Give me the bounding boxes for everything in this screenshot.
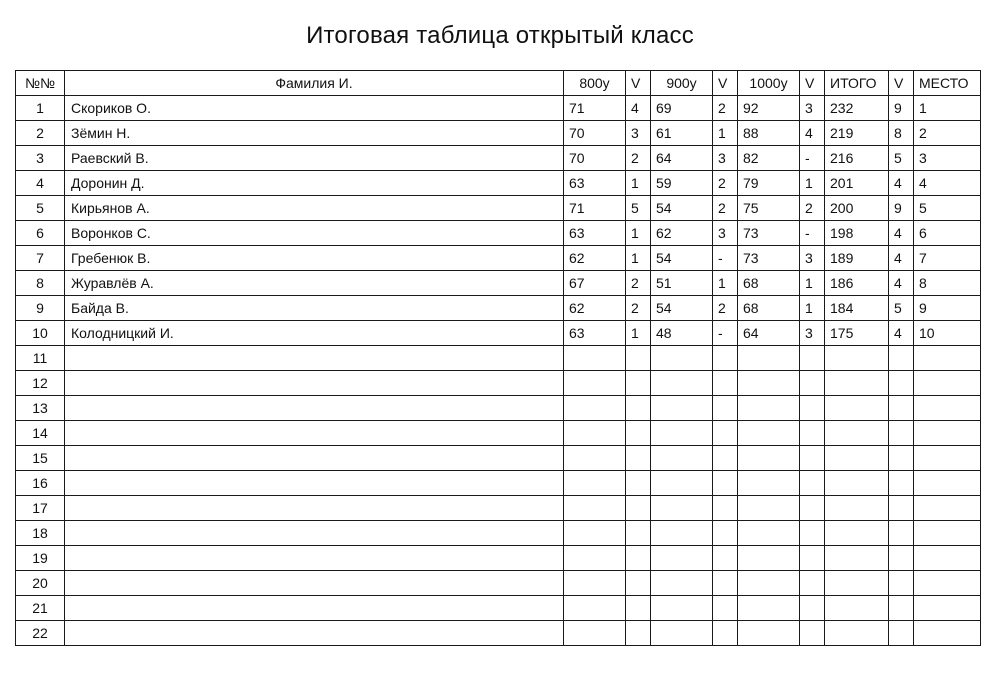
cell-v1: 1 bbox=[626, 246, 651, 271]
cell-name: Журавлёв А. bbox=[65, 271, 564, 296]
cell-name bbox=[65, 471, 564, 496]
cell-800y bbox=[564, 346, 626, 371]
cell-v2 bbox=[713, 421, 738, 446]
cell-v-total bbox=[889, 396, 914, 421]
cell-v1: 2 bbox=[626, 146, 651, 171]
cell-v2 bbox=[713, 446, 738, 471]
cell-v-total bbox=[889, 546, 914, 571]
cell-name: Доронин Д. bbox=[65, 171, 564, 196]
cell-place bbox=[914, 421, 981, 446]
table-row bbox=[16, 96, 981, 121]
cell-800y bbox=[564, 621, 626, 646]
cell-total bbox=[825, 446, 889, 471]
cell-v1 bbox=[626, 471, 651, 496]
cell-1000y: 75 bbox=[738, 196, 800, 221]
table-row bbox=[16, 271, 981, 296]
cell-900y bbox=[651, 496, 713, 521]
cell-v1: 5 bbox=[626, 196, 651, 221]
table-row bbox=[16, 521, 981, 546]
cell-v1 bbox=[626, 571, 651, 596]
cell-total: 186 bbox=[825, 271, 889, 296]
cell-v3: 3 bbox=[800, 96, 825, 121]
cell-v2: 2 bbox=[713, 96, 738, 121]
cell-1000y: 79 bbox=[738, 171, 800, 196]
cell-v1: 1 bbox=[626, 321, 651, 346]
cell-number: 6 bbox=[16, 221, 65, 246]
header-row bbox=[16, 71, 981, 96]
cell-v-total bbox=[889, 571, 914, 596]
cell-name: Раевский В. bbox=[65, 146, 564, 171]
table-row bbox=[16, 221, 981, 246]
header-number: №№ bbox=[16, 71, 65, 96]
cell-number: 22 bbox=[16, 621, 65, 646]
cell-name bbox=[65, 596, 564, 621]
cell-1000y bbox=[738, 571, 800, 596]
cell-v2: - bbox=[713, 321, 738, 346]
header-v1: V bbox=[626, 71, 651, 96]
cell-v3 bbox=[800, 346, 825, 371]
cell-v3 bbox=[800, 446, 825, 471]
cell-number: 15 bbox=[16, 446, 65, 471]
cell-v3: 3 bbox=[800, 246, 825, 271]
cell-800y bbox=[564, 546, 626, 571]
table-row bbox=[16, 446, 981, 471]
cell-800y bbox=[564, 371, 626, 396]
cell-place bbox=[914, 446, 981, 471]
cell-name bbox=[65, 521, 564, 546]
cell-900y bbox=[651, 446, 713, 471]
cell-name bbox=[65, 446, 564, 471]
cell-v-total bbox=[889, 371, 914, 396]
cell-900y bbox=[651, 521, 713, 546]
cell-name: Кирьянов А. bbox=[65, 196, 564, 221]
cell-v-total: 4 bbox=[889, 171, 914, 196]
cell-name: Зёмин Н. bbox=[65, 121, 564, 146]
cell-v1: 4 bbox=[626, 96, 651, 121]
cell-v1 bbox=[626, 446, 651, 471]
cell-v3: 4 bbox=[800, 121, 825, 146]
cell-v2 bbox=[713, 396, 738, 421]
cell-v-total: 9 bbox=[889, 96, 914, 121]
cell-900y bbox=[651, 396, 713, 421]
cell-1000y bbox=[738, 471, 800, 496]
cell-800y: 67 bbox=[564, 271, 626, 296]
cell-place bbox=[914, 471, 981, 496]
cell-800y: 62 bbox=[564, 246, 626, 271]
cell-place bbox=[914, 521, 981, 546]
cell-v3: 3 bbox=[800, 321, 825, 346]
cell-number: 21 bbox=[16, 596, 65, 621]
cell-900y: 54 bbox=[651, 246, 713, 271]
cell-v-total: 9 bbox=[889, 196, 914, 221]
cell-v1 bbox=[626, 596, 651, 621]
cell-v1 bbox=[626, 521, 651, 546]
header-900y: 900у bbox=[651, 71, 713, 96]
cell-number: 18 bbox=[16, 521, 65, 546]
table-row bbox=[16, 596, 981, 621]
header-place: МЕСТО bbox=[914, 71, 981, 96]
cell-900y bbox=[651, 571, 713, 596]
cell-v3 bbox=[800, 546, 825, 571]
cell-800y bbox=[564, 421, 626, 446]
cell-1000y bbox=[738, 521, 800, 546]
cell-v3: 1 bbox=[800, 171, 825, 196]
cell-1000y: 68 bbox=[738, 296, 800, 321]
cell-v3 bbox=[800, 396, 825, 421]
cell-number: 5 bbox=[16, 196, 65, 221]
cell-v1: 3 bbox=[626, 121, 651, 146]
cell-900y bbox=[651, 471, 713, 496]
cell-1000y bbox=[738, 396, 800, 421]
cell-place: 5 bbox=[914, 196, 981, 221]
cell-total: 189 bbox=[825, 246, 889, 271]
cell-number: 8 bbox=[16, 271, 65, 296]
cell-900y: 54 bbox=[651, 196, 713, 221]
cell-1000y bbox=[738, 496, 800, 521]
cell-place bbox=[914, 596, 981, 621]
cell-900y bbox=[651, 346, 713, 371]
cell-v2: 2 bbox=[713, 196, 738, 221]
cell-900y: 61 bbox=[651, 121, 713, 146]
cell-v2: 2 bbox=[713, 171, 738, 196]
table-row bbox=[16, 471, 981, 496]
table-row bbox=[16, 246, 981, 271]
table-header bbox=[16, 71, 981, 96]
cell-name bbox=[65, 346, 564, 371]
cell-number: 19 bbox=[16, 546, 65, 571]
cell-name bbox=[65, 421, 564, 446]
table-row bbox=[16, 571, 981, 596]
cell-place bbox=[914, 396, 981, 421]
cell-v1: 1 bbox=[626, 171, 651, 196]
cell-place bbox=[914, 496, 981, 521]
header-v2: V bbox=[713, 71, 738, 96]
cell-total bbox=[825, 596, 889, 621]
cell-v-total bbox=[889, 496, 914, 521]
cell-900y: 69 bbox=[651, 96, 713, 121]
cell-v1 bbox=[626, 396, 651, 421]
cell-number: 7 bbox=[16, 246, 65, 271]
cell-800y: 63 bbox=[564, 221, 626, 246]
cell-v-total bbox=[889, 471, 914, 496]
cell-900y: 51 bbox=[651, 271, 713, 296]
cell-v1: 2 bbox=[626, 271, 651, 296]
cell-place: 1 bbox=[914, 96, 981, 121]
cell-v-total bbox=[889, 521, 914, 546]
cell-v2: 2 bbox=[713, 296, 738, 321]
cell-place bbox=[914, 371, 981, 396]
cell-place bbox=[914, 621, 981, 646]
cell-800y bbox=[564, 496, 626, 521]
table-row bbox=[16, 296, 981, 321]
cell-v1 bbox=[626, 621, 651, 646]
cell-total bbox=[825, 571, 889, 596]
cell-v2: - bbox=[713, 246, 738, 271]
cell-name: Гребенюк В. bbox=[65, 246, 564, 271]
cell-v2 bbox=[713, 571, 738, 596]
table-row bbox=[16, 396, 981, 421]
cell-900y: 54 bbox=[651, 296, 713, 321]
cell-place bbox=[914, 571, 981, 596]
cell-number: 3 bbox=[16, 146, 65, 171]
cell-1000y: 68 bbox=[738, 271, 800, 296]
cell-v3: - bbox=[800, 221, 825, 246]
cell-v3: 2 bbox=[800, 196, 825, 221]
cell-800y bbox=[564, 571, 626, 596]
cell-number: 10 bbox=[16, 321, 65, 346]
table-row bbox=[16, 546, 981, 571]
cell-v3: 1 bbox=[800, 271, 825, 296]
cell-800y: 71 bbox=[564, 196, 626, 221]
document-title: Итоговая таблица открытый класс bbox=[306, 22, 694, 49]
cell-1000y bbox=[738, 546, 800, 571]
table-row bbox=[16, 496, 981, 521]
cell-name: Байда В. bbox=[65, 296, 564, 321]
cell-number: 9 bbox=[16, 296, 65, 321]
cell-name: Скориков О. bbox=[65, 96, 564, 121]
cell-v-total: 4 bbox=[889, 321, 914, 346]
cell-place: 8 bbox=[914, 271, 981, 296]
cell-900y bbox=[651, 546, 713, 571]
cell-total bbox=[825, 371, 889, 396]
cell-800y bbox=[564, 446, 626, 471]
cell-total: 175 bbox=[825, 321, 889, 346]
cell-1000y bbox=[738, 371, 800, 396]
table-row bbox=[16, 121, 981, 146]
cell-total bbox=[825, 621, 889, 646]
cell-total: 198 bbox=[825, 221, 889, 246]
cell-1000y bbox=[738, 421, 800, 446]
cell-v-total bbox=[889, 596, 914, 621]
cell-v-total bbox=[889, 346, 914, 371]
cell-name bbox=[65, 571, 564, 596]
cell-v1: 1 bbox=[626, 221, 651, 246]
cell-v-total: 4 bbox=[889, 271, 914, 296]
cell-place: 2 bbox=[914, 121, 981, 146]
cell-place bbox=[914, 546, 981, 571]
cell-v2: 3 bbox=[713, 221, 738, 246]
cell-v3 bbox=[800, 421, 825, 446]
table-row bbox=[16, 421, 981, 446]
header-v-total: V bbox=[889, 71, 914, 96]
cell-name bbox=[65, 371, 564, 396]
cell-1000y: 92 bbox=[738, 96, 800, 121]
cell-total: 232 bbox=[825, 96, 889, 121]
cell-v3 bbox=[800, 571, 825, 596]
cell-800y: 70 bbox=[564, 121, 626, 146]
cell-place bbox=[914, 346, 981, 371]
cell-place: 7 bbox=[914, 246, 981, 271]
cell-900y: 64 bbox=[651, 146, 713, 171]
cell-total bbox=[825, 421, 889, 446]
cell-v-total bbox=[889, 446, 914, 471]
cell-1000y bbox=[738, 621, 800, 646]
cell-800y bbox=[564, 396, 626, 421]
cell-number: 14 bbox=[16, 421, 65, 446]
cell-total bbox=[825, 346, 889, 371]
cell-1000y: 73 bbox=[738, 246, 800, 271]
table-row bbox=[16, 371, 981, 396]
cell-v2: 3 bbox=[713, 146, 738, 171]
cell-place: 9 bbox=[914, 296, 981, 321]
cell-total: 219 bbox=[825, 121, 889, 146]
cell-v1: 2 bbox=[626, 296, 651, 321]
cell-v1 bbox=[626, 346, 651, 371]
cell-v2 bbox=[713, 546, 738, 571]
cell-1000y: 73 bbox=[738, 221, 800, 246]
header-total: ИТОГО bbox=[825, 71, 889, 96]
cell-name bbox=[65, 546, 564, 571]
cell-1000y: 88 bbox=[738, 121, 800, 146]
cell-number: 16 bbox=[16, 471, 65, 496]
cell-total: 184 bbox=[825, 296, 889, 321]
cell-place: 3 bbox=[914, 146, 981, 171]
header-name: Фамилия И. bbox=[65, 71, 564, 96]
cell-v3 bbox=[800, 521, 825, 546]
cell-800y bbox=[564, 521, 626, 546]
cell-v2: 1 bbox=[713, 121, 738, 146]
cell-name bbox=[65, 496, 564, 521]
cell-number: 12 bbox=[16, 371, 65, 396]
cell-1000y: 64 bbox=[738, 321, 800, 346]
cell-v3: 1 bbox=[800, 296, 825, 321]
table-row bbox=[16, 321, 981, 346]
cell-place: 4 bbox=[914, 171, 981, 196]
cell-v-total: 8 bbox=[889, 121, 914, 146]
table-body bbox=[16, 96, 981, 646]
cell-total: 200 bbox=[825, 196, 889, 221]
cell-total bbox=[825, 496, 889, 521]
cell-v3: - bbox=[800, 146, 825, 171]
cell-1000y bbox=[738, 596, 800, 621]
table-row bbox=[16, 146, 981, 171]
cell-v2 bbox=[713, 596, 738, 621]
cell-total: 201 bbox=[825, 171, 889, 196]
cell-1000y: 82 bbox=[738, 146, 800, 171]
cell-v2: 1 bbox=[713, 271, 738, 296]
cell-v2 bbox=[713, 621, 738, 646]
cell-v3 bbox=[800, 471, 825, 496]
cell-number: 2 bbox=[16, 121, 65, 146]
cell-number: 4 bbox=[16, 171, 65, 196]
cell-900y: 48 bbox=[651, 321, 713, 346]
cell-name: Воронков С. bbox=[65, 221, 564, 246]
table-row bbox=[16, 621, 981, 646]
cell-800y: 63 bbox=[564, 171, 626, 196]
cell-800y: 70 bbox=[564, 146, 626, 171]
cell-800y bbox=[564, 596, 626, 621]
cell-number: 13 bbox=[16, 396, 65, 421]
cell-v2 bbox=[713, 371, 738, 396]
cell-1000y bbox=[738, 446, 800, 471]
cell-v-total: 5 bbox=[889, 296, 914, 321]
cell-place: 10 bbox=[914, 321, 981, 346]
cell-name bbox=[65, 621, 564, 646]
cell-number: 17 bbox=[16, 496, 65, 521]
cell-v2 bbox=[713, 471, 738, 496]
cell-v-total: 4 bbox=[889, 246, 914, 271]
header-v3: V bbox=[800, 71, 825, 96]
cell-800y: 62 bbox=[564, 296, 626, 321]
cell-900y bbox=[651, 621, 713, 646]
cell-v1 bbox=[626, 546, 651, 571]
cell-v1 bbox=[626, 371, 651, 396]
cell-number: 1 bbox=[16, 96, 65, 121]
cell-total: 216 bbox=[825, 146, 889, 171]
cell-900y bbox=[651, 596, 713, 621]
table-row bbox=[16, 196, 981, 221]
cell-name bbox=[65, 396, 564, 421]
cell-total bbox=[825, 396, 889, 421]
cell-total bbox=[825, 471, 889, 496]
cell-v2 bbox=[713, 346, 738, 371]
cell-number: 11 bbox=[16, 346, 65, 371]
cell-v3 bbox=[800, 596, 825, 621]
cell-v-total: 4 bbox=[889, 221, 914, 246]
cell-v1 bbox=[626, 421, 651, 446]
cell-v1 bbox=[626, 496, 651, 521]
cell-total bbox=[825, 521, 889, 546]
cell-900y: 59 bbox=[651, 171, 713, 196]
cell-total bbox=[825, 546, 889, 571]
cell-1000y bbox=[738, 346, 800, 371]
cell-800y bbox=[564, 471, 626, 496]
table-row bbox=[16, 346, 981, 371]
cell-v-total bbox=[889, 621, 914, 646]
cell-800y: 63 bbox=[564, 321, 626, 346]
cell-v2 bbox=[713, 521, 738, 546]
cell-v3 bbox=[800, 621, 825, 646]
results-table bbox=[15, 70, 981, 646]
cell-place: 6 bbox=[914, 221, 981, 246]
header-800y: 800у bbox=[564, 71, 626, 96]
cell-800y: 71 bbox=[564, 96, 626, 121]
cell-v-total: 5 bbox=[889, 146, 914, 171]
cell-900y: 62 bbox=[651, 221, 713, 246]
header-1000y: 1000у bbox=[738, 71, 800, 96]
cell-number: 20 bbox=[16, 571, 65, 596]
cell-v3 bbox=[800, 496, 825, 521]
cell-900y bbox=[651, 371, 713, 396]
cell-900y bbox=[651, 421, 713, 446]
cell-v3 bbox=[800, 371, 825, 396]
table-row bbox=[16, 171, 981, 196]
cell-v2 bbox=[713, 496, 738, 521]
cell-name: Колодницкий И. bbox=[65, 321, 564, 346]
cell-v-total bbox=[889, 421, 914, 446]
